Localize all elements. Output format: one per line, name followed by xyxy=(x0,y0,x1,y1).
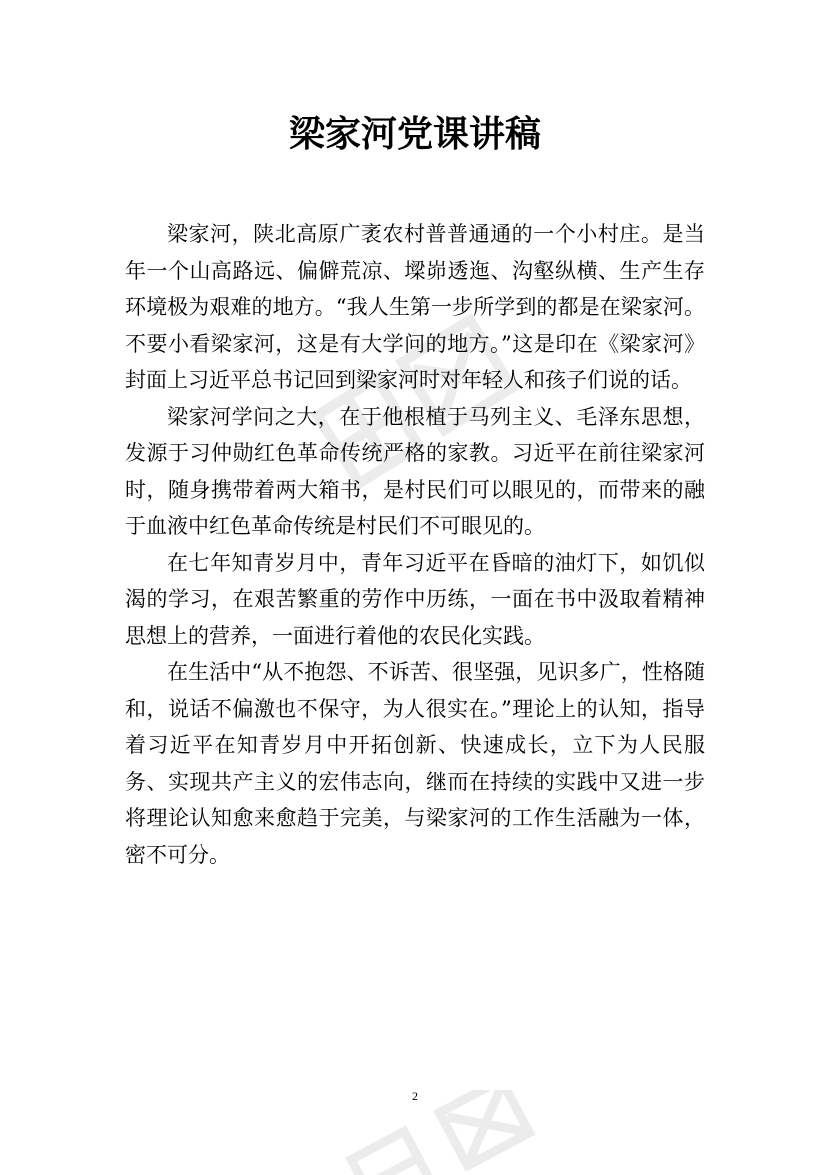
document-title: 梁家河党课讲稿 xyxy=(288,113,541,155)
paragraph-1: 梁家河，陕北高原广袤农村普普通通的一个小村庄。是当年一个山高路远、偏僻荒凉、墚峁透迤、沟壑纵横、生产生存环境极为艰难的地方。“我人生第一步所学到的都是在梁家河。不要小看梁家河，这是有大学问的地方。”这是印在《梁家河》封面上习近平总书记回到梁家河时对年轻人和孩子们说的话。 xyxy=(125,222,705,392)
paragraph-2: 梁家河学问之大，在于他根植于马列主义、毛泽东思想，发源于习仲勋红色革命传统严格的家教。习近平在前往梁家河时，随身携带着两大箱书，是村民们可以眼见的，而带来的融于血液中红色革命传统是村民们不可眼见的。 xyxy=(125,404,705,538)
document-body xyxy=(125,216,705,873)
paragraph-3: 在七年知青岁月中，青年习近平在昏暗的油灯下，如饥似渴的学习，在艰苦繁重的劳作中历练，一面在书中汲取着精神思想上的营养，一面进行着他的农民化实践。 xyxy=(125,550,705,648)
paragraph-4: 在生活中“从不抱怨、不诉苦、很坚强，见识多广，性格随和，说话不偏激也不保守，为人很实在。”理论上的认知，指导着习近平在知青岁月中开拓创新、快速成长，立下为人民服务、实现共产主义的宏伟志向，继而在持续的实践中又进一步将理论认知愈来愈趋于完美，与梁家河的工作生活融为一体，密不可分。 xyxy=(125,660,705,867)
page-number: 2 xyxy=(412,1089,418,1103)
